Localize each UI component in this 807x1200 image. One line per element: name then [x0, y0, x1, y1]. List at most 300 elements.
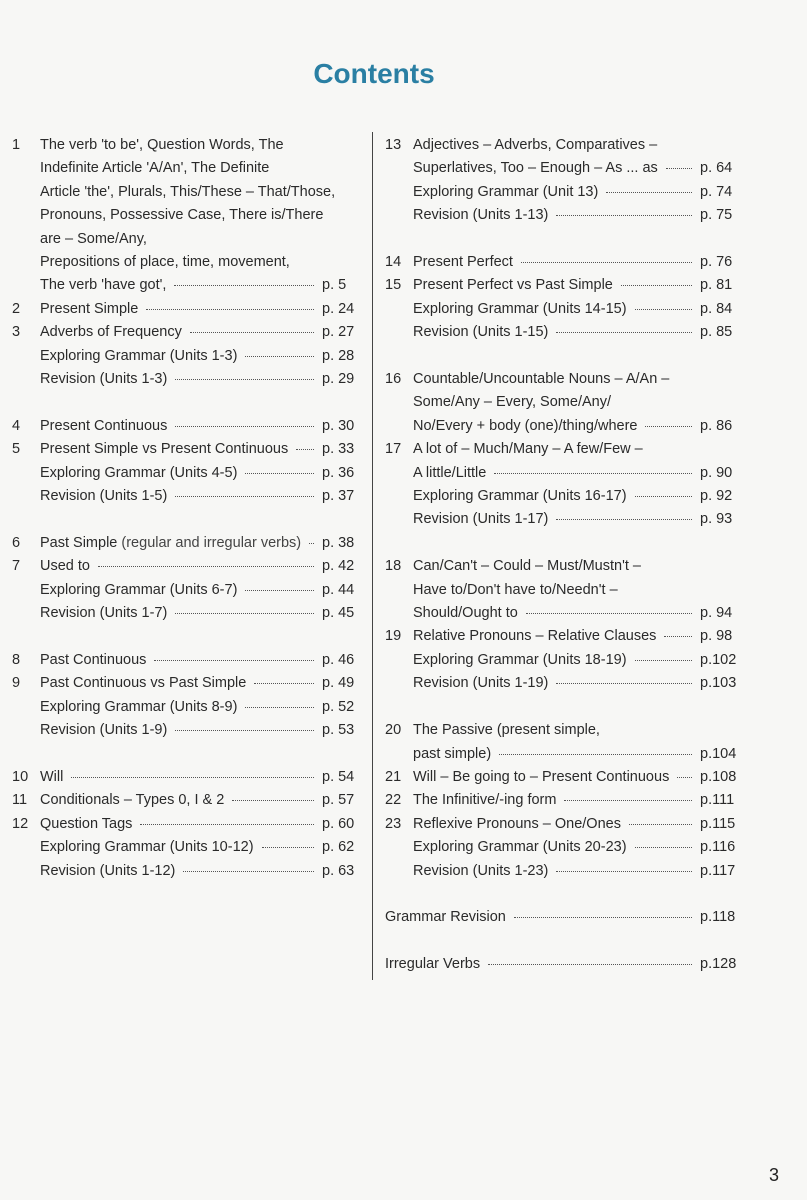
- contents-right-column: [385, 134, 740, 977]
- toc-entry[interactable]: [12, 860, 362, 883]
- page-ref: p. 29: [322, 371, 355, 388]
- toc-entry-body: [413, 204, 740, 227]
- toc-entry-row: [40, 766, 362, 789]
- dot-leader: [645, 426, 692, 427]
- toc-entry-title-text: Exploring Grammar (Unit 13): [413, 183, 599, 200]
- toc-special-entry[interactable]: [385, 906, 740, 929]
- toc-entry-body: [413, 274, 740, 297]
- unit-number: 2: [12, 300, 21, 317]
- toc-entry[interactable]: [385, 649, 740, 672]
- toc-entry[interactable]: [385, 719, 740, 766]
- toc-entry-title: [413, 649, 627, 672]
- dot-leader: [635, 847, 692, 848]
- toc-entry-title: [413, 251, 513, 274]
- toc-entry-title-text: Present Simple vs Present Continuous: [40, 441, 289, 458]
- toc-entry-title-text: Past Simple: [40, 534, 118, 551]
- toc-entry-title: [413, 602, 518, 625]
- toc-entry-title-text: Revision (Units 1-23): [413, 862, 549, 879]
- unit-number: 21: [385, 768, 402, 785]
- toc-entry-body: [40, 672, 362, 695]
- toc-entry-title-text: Conditionals – Types 0, I & 2: [40, 792, 225, 809]
- page-ref: p. 85: [700, 324, 733, 341]
- dot-leader: [556, 332, 692, 333]
- toc-entry-title: [413, 274, 613, 297]
- toc-entry-title-text: Exploring Grammar (Units 20-23): [413, 839, 627, 856]
- toc-entry-line: The verb 'to be', Question Words, The: [40, 137, 284, 153]
- toc-entry-row: [40, 532, 362, 555]
- toc-entry[interactable]: [385, 672, 740, 695]
- toc-entry[interactable]: [385, 625, 740, 648]
- toc-entry[interactable]: [385, 274, 740, 297]
- toc-entry[interactable]: [385, 766, 740, 789]
- toc-entry-row: [40, 579, 362, 602]
- toc-entry-body: [40, 766, 362, 789]
- page-ref: p. 36: [322, 464, 355, 481]
- toc-entry-title-text: Revision (Units 1-7): [40, 605, 168, 622]
- toc-entry-title: [413, 321, 548, 344]
- unit-number: 8: [12, 651, 21, 668]
- toc-entry-body: [40, 321, 362, 344]
- toc-entry[interactable]: [12, 602, 362, 625]
- toc-entry-row: [413, 485, 740, 508]
- page-ref: p.111: [700, 792, 735, 809]
- toc-entry-title: [40, 345, 237, 368]
- toc-entry-title: [40, 485, 167, 508]
- toc-entry[interactable]: [12, 438, 362, 461]
- dot-leader: [309, 543, 314, 544]
- toc-entry-title: [413, 485, 627, 508]
- dot-leader: [175, 730, 314, 731]
- toc-entry[interactable]: [12, 415, 362, 438]
- toc-entry-title-text: Revision (Units 1-15): [413, 324, 549, 341]
- toc-entry-title-text: Exploring Grammar (Units 18-19): [413, 651, 627, 668]
- page-ref: p. 38: [322, 534, 355, 551]
- toc-entry-title: [40, 860, 175, 883]
- unit-number: 6: [12, 534, 21, 551]
- toc-entry-body: [40, 532, 362, 555]
- toc-entry-title: [40, 532, 301, 555]
- page-ref: p. 42: [322, 558, 355, 575]
- toc-entry-title: [40, 836, 254, 859]
- toc-entry[interactable]: [385, 134, 740, 181]
- toc-entry-title-text: Past Continuous vs Past Simple: [40, 675, 247, 692]
- page-ref: p. 60: [322, 815, 355, 832]
- toc-entry-line: The Passive (present simple,: [413, 722, 600, 739]
- toc-entry-title-text: A little/Little: [413, 464, 487, 481]
- toc-entry-title: [40, 672, 246, 695]
- toc-entry-row: [40, 813, 362, 836]
- toc-entry[interactable]: [385, 181, 740, 204]
- page-ref: p. 90: [700, 464, 733, 481]
- page-ref: p. 74: [700, 183, 733, 200]
- page-ref: p. 53: [322, 722, 355, 739]
- toc-entry-line: Pronouns, Possessive Case, There is/There: [40, 207, 324, 224]
- toc-entry-title: [40, 696, 237, 719]
- toc-entry[interactable]: [385, 789, 740, 812]
- dot-leader: [556, 871, 692, 872]
- dot-leader: [146, 309, 314, 310]
- dot-leader: [526, 613, 692, 614]
- page-ref: p. 46: [322, 651, 355, 668]
- toc-entry[interactable]: [385, 485, 740, 508]
- unit-number: 3: [12, 324, 21, 341]
- toc-entry-row: [413, 204, 740, 227]
- dot-leader: [262, 847, 314, 848]
- toc-entry-row: [40, 438, 362, 461]
- toc-entry-title: [413, 672, 548, 695]
- dot-leader: [154, 660, 314, 661]
- toc-entry-row: [413, 251, 740, 274]
- toc-entry-row: [413, 321, 740, 344]
- toc-entry-title-text: Exploring Grammar (Units 16-17): [413, 488, 627, 505]
- page-ref: p. 54: [322, 768, 355, 785]
- dot-leader: [175, 379, 314, 380]
- toc-entry[interactable]: [12, 766, 362, 789]
- toc-entry[interactable]: [385, 508, 740, 531]
- toc-entry-title-text: No/Every + body (one)/thing/where: [413, 417, 638, 434]
- toc-entry[interactable]: [385, 813, 740, 836]
- toc-entry-row: [413, 789, 740, 812]
- toc-entry-line: Countable/Uncountable Nouns – A/An –: [413, 371, 670, 388]
- page-ref: p. 84: [700, 300, 733, 317]
- toc-entry-row: [413, 813, 740, 836]
- page-ref: p. 28: [322, 347, 355, 364]
- toc-entry-body: [413, 649, 740, 672]
- toc-entry[interactable]: [12, 555, 362, 578]
- page-ref: p. 24: [322, 300, 355, 317]
- toc-entry-title: [40, 813, 132, 836]
- toc-entry[interactable]: [385, 438, 740, 485]
- toc-entry-row: [40, 415, 362, 438]
- unit-number: 1: [12, 137, 21, 153]
- page-ref: p. 92: [700, 488, 733, 505]
- toc-entry-title-text: Will – Be going to – Present Continuous: [413, 768, 670, 785]
- toc-entry-title: [40, 719, 167, 742]
- toc-entry-body: [413, 836, 740, 859]
- toc-entry[interactable]: [12, 696, 362, 719]
- toc-entry-body: [40, 649, 362, 672]
- page-ref: p. 45: [322, 605, 355, 622]
- toc-entry-title-text: The Infinitive/-ing form: [413, 792, 557, 809]
- dot-leader: [514, 917, 692, 918]
- toc-entry-body: [40, 555, 362, 578]
- toc-entry[interactable]: [12, 298, 362, 321]
- toc-entry-row: [413, 743, 740, 766]
- toc-entry-title-text: Revision (Units 1-17): [413, 511, 549, 528]
- toc-entry-title: [40, 579, 237, 602]
- page-ref: p.104: [700, 745, 737, 762]
- toc-entry-body: [413, 766, 740, 789]
- toc-entry[interactable]: [385, 204, 740, 227]
- page-ref: p. 33: [322, 441, 355, 458]
- page-ref: p. 57: [322, 792, 355, 809]
- toc-entry-title: [40, 274, 166, 297]
- dot-leader: [606, 192, 692, 193]
- page-ref: p. 37: [322, 488, 355, 505]
- toc-entry-title: [413, 789, 556, 812]
- toc-entry[interactable]: [12, 836, 362, 859]
- toc-entry-row: [413, 672, 740, 695]
- page-ref: p. 64: [700, 160, 733, 177]
- toc-entry-body: [40, 579, 362, 602]
- toc-entry-title: [413, 415, 637, 438]
- toc-entry-title-text: Revision (Units 1-13): [413, 207, 549, 224]
- unit-number: 23: [385, 815, 402, 832]
- toc-entry-row: [40, 789, 362, 812]
- toc-entry-title-text: Present Continuous: [40, 417, 168, 434]
- page-ref: p. 5: [322, 277, 347, 294]
- page-ref: p. 27: [322, 324, 355, 341]
- toc-entry-row: [40, 649, 362, 672]
- toc-entry-title-text: Revision (Units 1-5): [40, 488, 168, 505]
- toc-entry-body: [413, 625, 740, 648]
- page-ref: p. 30: [322, 417, 355, 434]
- toc-entry-row: [40, 298, 362, 321]
- page-ref: p.103: [700, 675, 737, 692]
- toc-entry-row: [413, 298, 740, 321]
- page-number: 3: [768, 1165, 779, 1185]
- toc-entry-row: [413, 602, 740, 625]
- toc-entry-title-text: Exploring Grammar (Units 1-3): [40, 347, 238, 364]
- toc-entry[interactable]: [12, 462, 362, 485]
- dot-leader: [140, 824, 314, 825]
- page-ref: p. 49: [322, 675, 355, 692]
- page-ref: p.102: [700, 651, 737, 668]
- unit-number: 11: [12, 792, 28, 809]
- toc-entry-row: [385, 906, 740, 929]
- toc-entry[interactable]: [12, 368, 362, 391]
- toc-entry-body: [413, 719, 740, 766]
- page-ref: p. 81: [700, 277, 733, 294]
- toc-entry-row: [413, 508, 740, 531]
- unit-number: 5: [12, 441, 21, 458]
- toc-entry[interactable]: [12, 345, 362, 368]
- page-ref: p. 75: [700, 207, 733, 224]
- page-ref: p. 44: [322, 581, 355, 598]
- toc-entry-line: Adjectives – Adverbs, Comparatives –: [413, 137, 658, 153]
- toc-entry-title-text: Adverbs of Frequency: [40, 324, 182, 341]
- toc-entry-row: [413, 415, 740, 438]
- toc-entry-title: [40, 415, 167, 438]
- toc-entry[interactable]: [12, 532, 362, 555]
- dot-leader: [245, 707, 314, 708]
- dot-leader: [175, 426, 314, 427]
- page-ref: p.115: [700, 815, 736, 832]
- toc-entry-row: [40, 602, 362, 625]
- toc-entry-body: [413, 555, 740, 625]
- toc-entry-row: [413, 625, 740, 648]
- toc-entry-body: [40, 836, 362, 859]
- toc-entry-title-text: Exploring Grammar (Units 10-12): [40, 839, 254, 856]
- unit-number: 17: [385, 441, 402, 458]
- toc-entry-title-text: Superlatives, Too – Enough – As ... as: [413, 160, 658, 177]
- toc-entry-body: [40, 485, 362, 508]
- toc-entry-title: [40, 555, 90, 578]
- page-ref: p.116: [700, 839, 736, 856]
- toc-entry-row: [40, 860, 362, 883]
- toc-entry[interactable]: [385, 860, 740, 883]
- page-ref: p.108: [700, 768, 737, 785]
- toc-entry-line: A lot of – Much/Many – A few/Few –: [413, 441, 643, 458]
- unit-number: 20: [385, 722, 402, 739]
- page-ref: p.128: [700, 956, 737, 973]
- toc-entry-row: [413, 274, 740, 297]
- toc-entry-row: [40, 274, 362, 297]
- unit-number: 9: [12, 675, 21, 692]
- toc-entry[interactable]: [385, 836, 740, 859]
- toc-entry-body: [413, 321, 740, 344]
- toc-entry-title: Irregular Verbs: [385, 956, 481, 973]
- dot-leader: [190, 332, 314, 333]
- toc-entry-title: [413, 836, 627, 859]
- page-ref: p. 52: [322, 698, 355, 715]
- toc-entry[interactable]: [12, 649, 362, 672]
- dot-leader: [183, 871, 314, 872]
- toc-entry[interactable]: [385, 251, 740, 274]
- toc-entry-body: [40, 368, 362, 391]
- toc-entry-title: [40, 368, 167, 391]
- toc-entry-title-text: Present Perfect vs Past Simple: [413, 277, 613, 294]
- toc-entry-title-text: Revision (Units 1-12): [40, 862, 176, 879]
- toc-entry-title: [413, 298, 627, 321]
- dot-leader: [629, 824, 692, 825]
- toc-entry-row: [413, 836, 740, 859]
- toc-entry[interactable]: [385, 555, 740, 625]
- toc-entry-body: [40, 789, 362, 812]
- dot-leader: [245, 356, 314, 357]
- toc-entry-row: [40, 368, 362, 391]
- toc-entry-row: [40, 672, 362, 695]
- toc-entry-title: [40, 766, 63, 789]
- toc-entry-note: (regular and irregular verbs): [117, 534, 302, 551]
- dot-leader: [677, 777, 692, 778]
- toc-entry[interactable]: [12, 321, 362, 344]
- toc-entry[interactable]: [12, 719, 362, 742]
- toc-entry[interactable]: [12, 789, 362, 812]
- toc-entry[interactable]: [12, 485, 362, 508]
- toc-entry[interactable]: [12, 672, 362, 695]
- toc-entry-body: [413, 181, 740, 204]
- toc-entry-row: [40, 719, 362, 742]
- toc-entry-body: [413, 789, 740, 812]
- toc-entry-row: [40, 321, 362, 344]
- page-ref: p. 86: [700, 417, 733, 434]
- toc-entry-title: [413, 462, 486, 485]
- dot-leader: [635, 309, 692, 310]
- dot-leader: [635, 660, 692, 661]
- unit-number: 7: [12, 558, 21, 575]
- toc-entry-title: [40, 789, 224, 812]
- toc-entry[interactable]: [12, 813, 362, 836]
- toc-entry-title: Grammar Revision: [385, 909, 506, 926]
- toc-entry-title-text: Past Continuous: [40, 651, 147, 668]
- toc-entry-title-text: Exploring Grammar (Units 14-15): [413, 300, 627, 317]
- unit-number: 13: [385, 137, 402, 153]
- toc-entry-body: [413, 438, 740, 485]
- unit-number: 15: [385, 277, 402, 294]
- dot-leader: [494, 473, 692, 474]
- toc-entry-line: Article 'the', Plurals, This/These – That/Those,: [40, 183, 336, 200]
- toc-entry-line: are – Some/Any,: [40, 230, 147, 247]
- toc-entry-title: [40, 298, 138, 321]
- toc-entry-row: [40, 462, 362, 485]
- toc-entry-title: [413, 157, 658, 180]
- toc-entry[interactable]: [12, 579, 362, 602]
- toc-entry-body: [40, 813, 362, 836]
- toc-entry-line: Prepositions of place, time, movement,: [40, 254, 290, 271]
- toc-entry-title: [40, 649, 146, 672]
- page-title: Contents: [313, 58, 435, 89]
- dot-leader: [71, 777, 314, 778]
- toc-entry-title: [40, 602, 167, 625]
- toc-entry-body: [413, 508, 740, 531]
- page-ref: p. 98: [700, 628, 733, 645]
- toc-entry-body: [40, 602, 362, 625]
- toc-entry-row: [385, 953, 740, 976]
- toc-entry-title-text: Exploring Grammar (Units 6-7): [40, 581, 238, 598]
- dot-leader: [556, 215, 692, 216]
- toc-entry-body: [413, 485, 740, 508]
- toc-entry-row: [413, 860, 740, 883]
- toc-special-entry[interactable]: [385, 953, 740, 976]
- unit-number: 22: [385, 792, 402, 809]
- toc-entry-title-text: Exploring Grammar (Units 4-5): [40, 464, 238, 481]
- dot-leader: [175, 496, 314, 497]
- toc-entry-title: [40, 438, 288, 461]
- toc-entry-title: [413, 813, 621, 836]
- contents-left-column: [12, 134, 362, 883]
- toc-entry-title-text: Present Simple: [40, 300, 139, 317]
- toc-entry-title: [413, 625, 656, 648]
- toc-entry-title-text: Will: [40, 768, 64, 785]
- toc-entry-row: [40, 555, 362, 578]
- toc-entry-body: [40, 298, 362, 321]
- toc-entry-title-text: Relative Pronouns – Relative Clauses: [413, 628, 657, 645]
- toc-entry-body: [413, 134, 740, 181]
- toc-entry-row: [40, 485, 362, 508]
- toc-entry-row: [413, 649, 740, 672]
- page-ref: p. 94: [700, 605, 733, 622]
- unit-number: 19: [385, 628, 402, 645]
- toc-entry-title-text: Revision (Units 1-19): [413, 675, 549, 692]
- toc-entry-body: [40, 462, 362, 485]
- column-divider: [372, 132, 373, 980]
- unit-number: 16: [385, 371, 402, 388]
- toc-entry-body: [40, 438, 362, 461]
- unit-number: 18: [385, 558, 402, 575]
- toc-entry[interactable]: [12, 134, 362, 298]
- toc-entry-title-text: Exploring Grammar (Units 8-9): [40, 698, 238, 715]
- toc-entry[interactable]: [385, 321, 740, 344]
- toc-entry-row: [413, 157, 740, 180]
- toc-entry-line: Have to/Don't have to/Needn't –: [413, 581, 618, 598]
- toc-entry[interactable]: [385, 298, 740, 321]
- dot-leader: [488, 964, 692, 965]
- dot-leader: [635, 496, 692, 497]
- toc-entry-title-text: past simple): [413, 745, 492, 762]
- toc-entry-body: [413, 813, 740, 836]
- toc-entry-title-text: Reflexive Pronouns – One/Ones: [413, 815, 621, 832]
- dot-leader: [296, 449, 314, 450]
- dot-leader: [245, 473, 314, 474]
- toc-entry[interactable]: [385, 368, 740, 438]
- toc-entry-body: [413, 368, 740, 438]
- page-ref: p. 76: [700, 254, 733, 271]
- toc-entry-body: [413, 860, 740, 883]
- dot-leader: [174, 285, 314, 286]
- page-ref: p.118: [700, 909, 736, 926]
- toc-entry-body: [413, 672, 740, 695]
